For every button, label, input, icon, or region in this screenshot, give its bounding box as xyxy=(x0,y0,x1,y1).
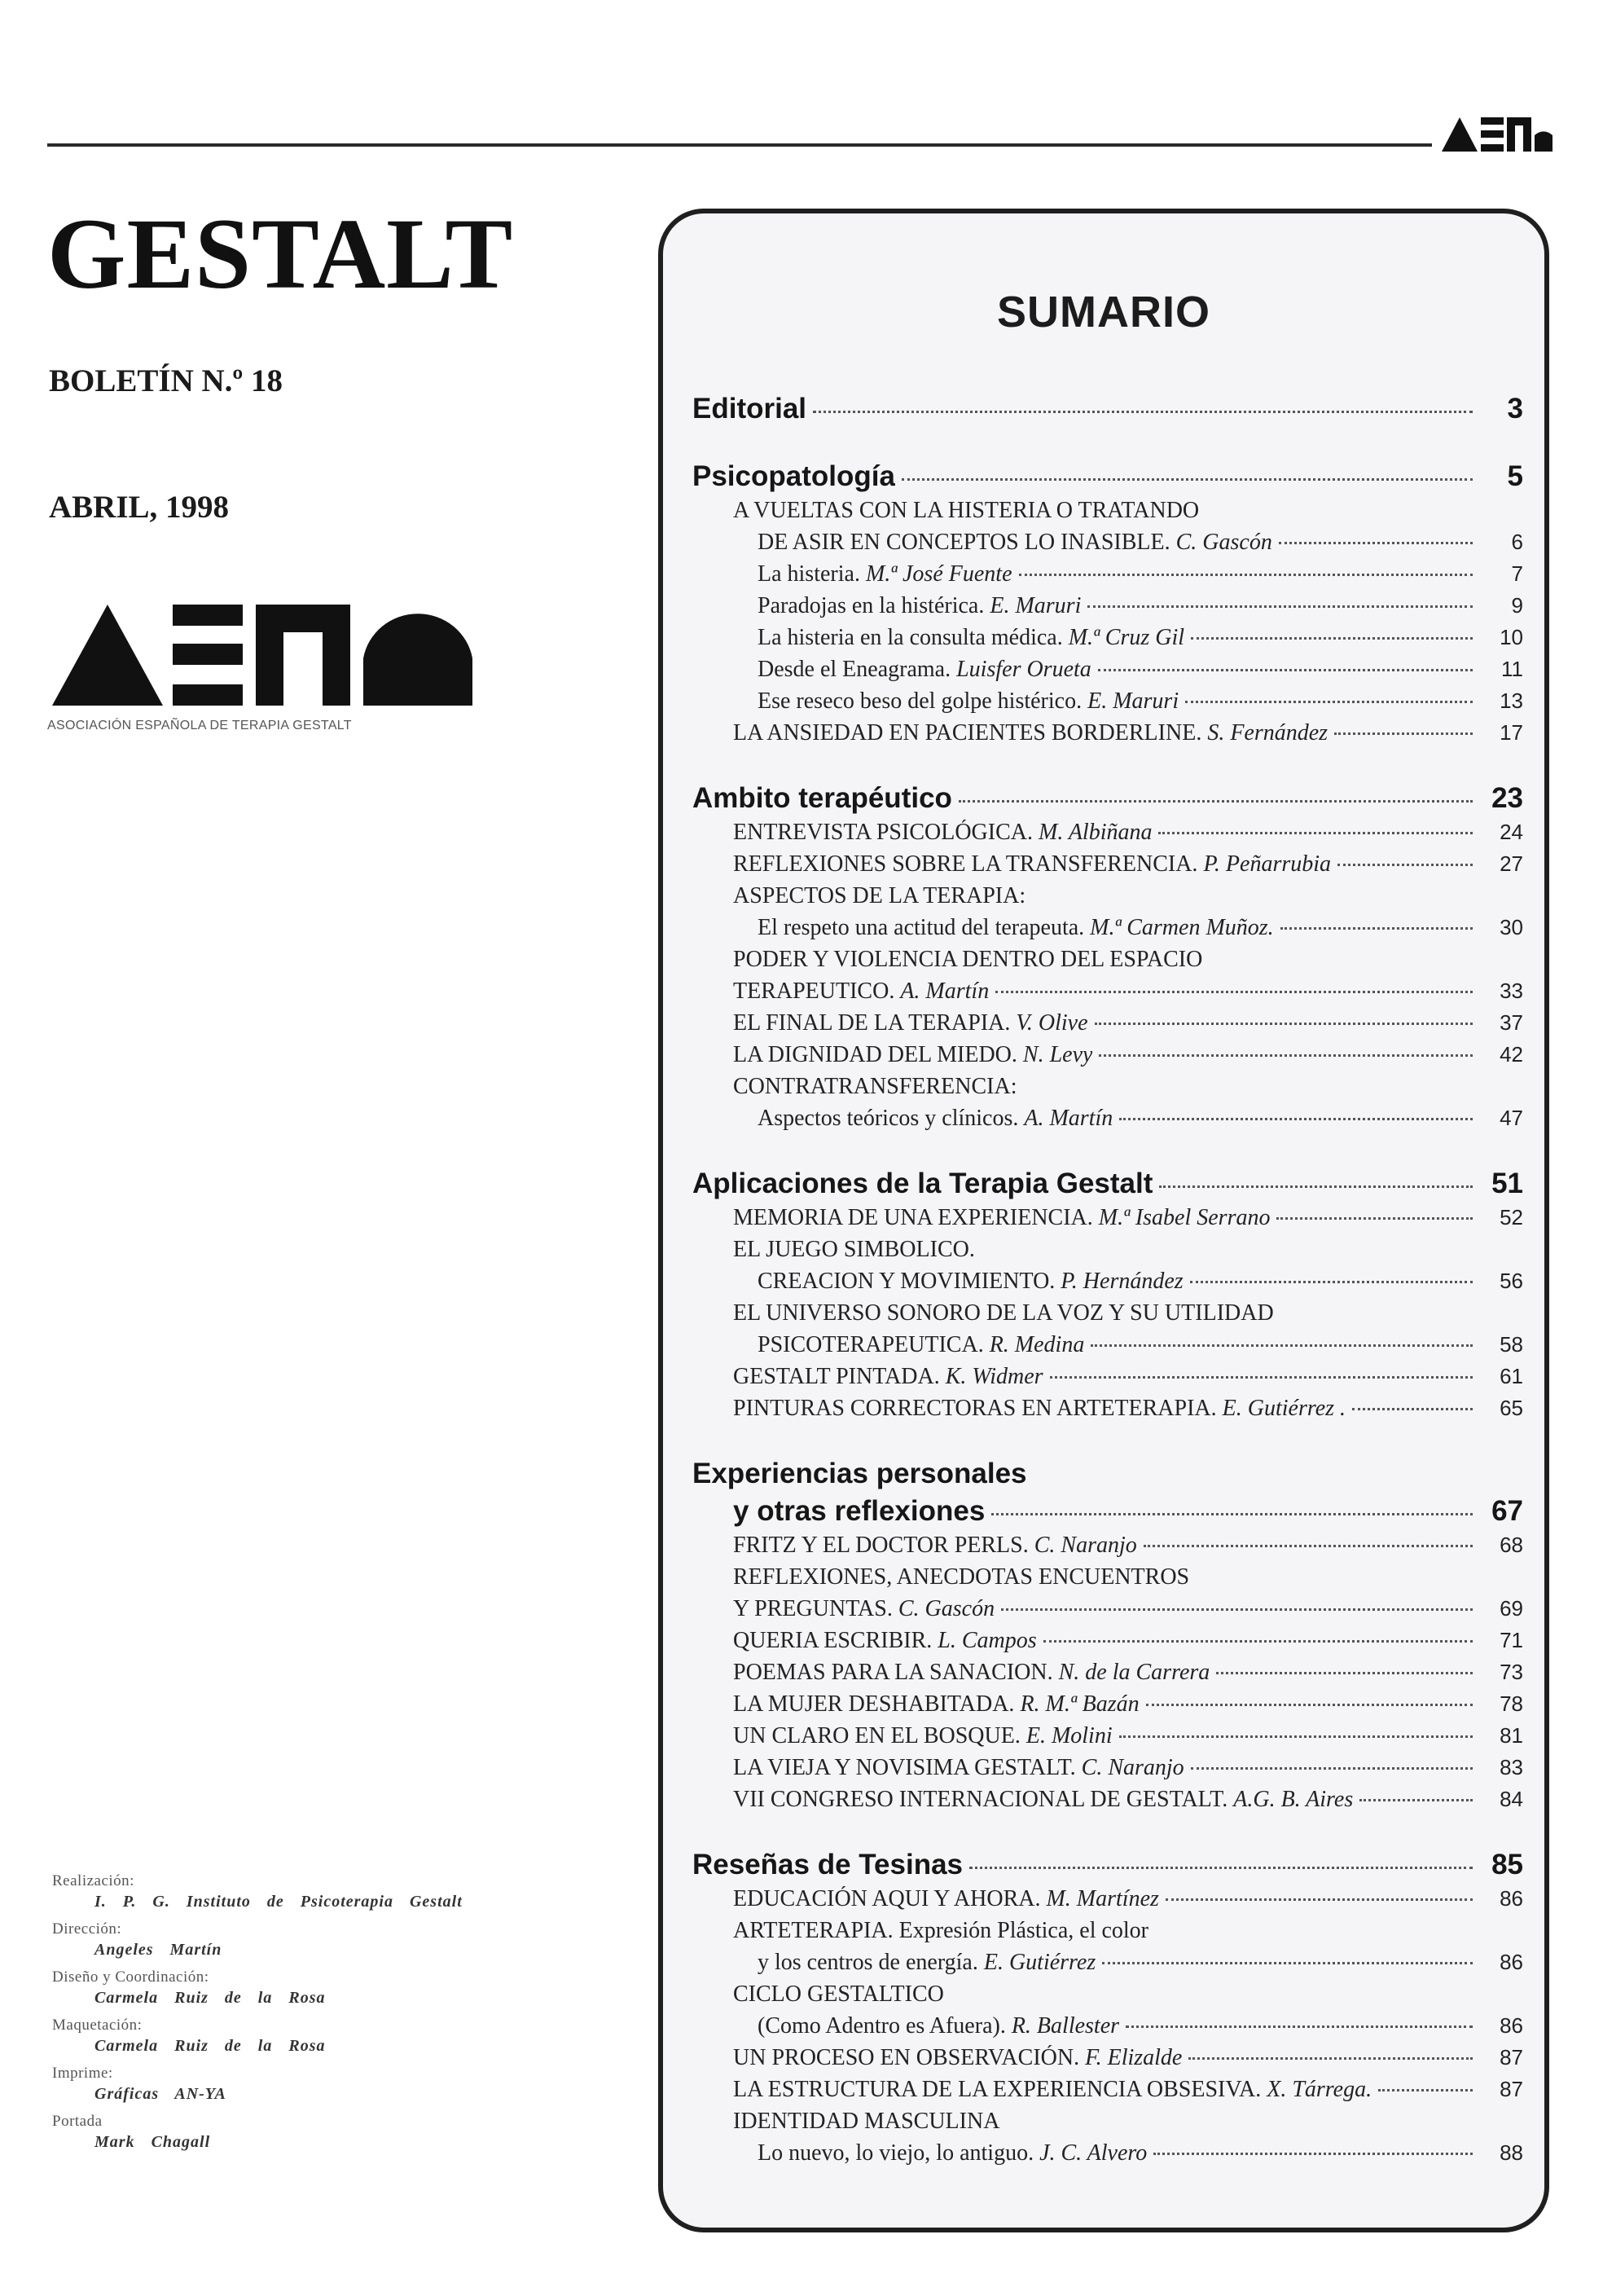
entry-text xyxy=(758,1106,1113,1132)
entry-title: UN PROCESO EN OBSERVACIÓN. xyxy=(733,2045,1080,2070)
entry-author: V. Olive xyxy=(1016,1010,1088,1036)
entry-title: FRITZ Y EL DOCTOR PERLS. xyxy=(733,1533,1029,1558)
entry-text xyxy=(733,2109,999,2134)
entry-text xyxy=(758,625,1184,651)
contents-entry xyxy=(692,1269,1523,1300)
contents-entry xyxy=(692,1723,1523,1755)
entry-title: El respeto una actitud del terapeuta. xyxy=(758,915,1085,940)
entry-title: LA DIGNIDAD DEL MIEDO. xyxy=(733,1042,1017,1067)
section-gap xyxy=(692,1819,1523,1849)
issue-date: ABRIL, 1998 xyxy=(49,490,230,525)
contents-entry xyxy=(692,1332,1523,1364)
contents-entry xyxy=(692,979,1523,1010)
contents-entry xyxy=(692,1237,1523,1269)
entry-author: P. Peñarrubia xyxy=(1203,851,1332,877)
contents-entry xyxy=(692,498,1523,530)
contents-entry xyxy=(692,915,1523,947)
entry-title: REFLEXIONES SOBRE LA TRANSFERENCIA. xyxy=(733,851,1198,877)
dot-leader xyxy=(1359,1799,1473,1801)
entry-text xyxy=(733,1918,1148,1943)
section-title: Psicopatología xyxy=(692,460,895,492)
dot-leader xyxy=(1146,1704,1473,1706)
entry-author: P. Hernández xyxy=(1061,1269,1184,1294)
entry-text xyxy=(733,1074,1017,1099)
dot-leader xyxy=(1185,701,1473,703)
credit-role: Realización: xyxy=(52,1872,134,1889)
contents-entry xyxy=(692,625,1523,657)
section-gap xyxy=(692,1137,1523,1168)
entry-title: CICLO GESTALTICO xyxy=(733,1982,944,2007)
contents-entry xyxy=(692,720,1523,752)
entry-page-number: 69 xyxy=(1500,1596,1523,1621)
entry-author: M. Albiñana xyxy=(1039,820,1153,845)
entry-text xyxy=(733,1660,1210,1686)
dot-leader xyxy=(813,411,1473,413)
contents-entry xyxy=(692,1106,1523,1137)
entry-title: LA VIEJA Y NOVISIMA GESTALT. xyxy=(733,1755,1076,1780)
contents-entry xyxy=(692,1042,1523,1074)
entry-author: R. Ballester xyxy=(1011,2013,1120,2039)
contents-entry xyxy=(692,561,1523,593)
section-page-number: 3 xyxy=(1507,393,1523,424)
entry-title: Desde el Eneagrama. xyxy=(758,657,951,682)
entry-page-number: 61 xyxy=(1500,1364,1523,1388)
dot-leader xyxy=(1188,2057,1473,2060)
entry-title: Paradojas en la histérica. xyxy=(758,593,985,618)
contents-entry xyxy=(692,1533,1523,1564)
entry-author: M. Martínez xyxy=(1046,1886,1159,1911)
entry-text xyxy=(758,688,1179,715)
entry-text xyxy=(733,2045,1182,2071)
dot-leader xyxy=(1158,832,1473,834)
entry-title: EL JUEGO SIMBOLICO. xyxy=(733,1237,975,1262)
entry-title: LA ESTRUCTURA DE LA EXPERIENCIA OBSESIVA. xyxy=(733,2077,1262,2102)
credit-name: Carmela Ruiz de la Rosa xyxy=(94,2037,326,2055)
contents-entry xyxy=(692,593,1523,625)
entry-text xyxy=(733,1596,995,1622)
entry-title: Lo nuevo, lo viejo, lo antiguo. xyxy=(758,2140,1034,2166)
section-heading xyxy=(692,460,1523,498)
entry-title: (Como Adentro es Afuera). xyxy=(758,2013,1006,2039)
contents-section xyxy=(692,1819,1523,2172)
entry-page-number: 52 xyxy=(1500,1205,1523,1229)
dot-leader xyxy=(1279,542,1473,544)
entry-text xyxy=(758,915,1274,941)
entry-title: EL FINAL DE LA TERAPIA. xyxy=(733,1010,1011,1036)
entry-author: E. Gutiérrez . xyxy=(1222,1396,1346,1421)
entry-text xyxy=(758,657,1091,683)
credits xyxy=(52,1871,639,2159)
contents-entry xyxy=(692,1886,1523,1918)
credit-role: Dirección: xyxy=(52,1920,122,1938)
credit-block xyxy=(52,1871,639,1912)
entry-text xyxy=(733,1886,1159,1912)
entry-page-number: 71 xyxy=(1500,1628,1523,1652)
dot-leader xyxy=(1280,927,1473,930)
entry-title: LA ANSIEDAD EN PACIENTES BORDERLINE. xyxy=(733,720,1202,746)
credit-name: Mark Chagall xyxy=(94,2133,211,2151)
entry-text xyxy=(733,498,1199,523)
credit-name: Angeles Martín xyxy=(94,1941,222,1959)
entry-page-number: 88 xyxy=(1500,2140,1523,2165)
entry-author: X. Tárrega. xyxy=(1267,2077,1372,2102)
contents-entry xyxy=(692,688,1523,720)
contents-section xyxy=(692,1137,1523,1427)
entry-page-number: 86 xyxy=(1500,2013,1523,2038)
entry-title: PINTURAS CORRECTORAS EN ARTETERAPIA. xyxy=(733,1396,1217,1421)
dot-leader xyxy=(1334,732,1473,735)
credit-name: Gráficas AN-YA xyxy=(94,2085,226,2103)
section-page-number: 23 xyxy=(1491,782,1523,814)
entry-author: M.ª Isabel Serrano xyxy=(1098,1205,1271,1230)
entry-author: A.G. B. Aires xyxy=(1233,1787,1354,1812)
dot-leader xyxy=(1337,864,1473,866)
credit-role: Imprime: xyxy=(52,2065,113,2082)
entry-author: M.ª Cruz Gil xyxy=(1068,625,1185,650)
entry-title: IDENTIDAD MASCULINA xyxy=(733,2109,1000,2134)
section-title: Editorial xyxy=(692,393,807,424)
issue-number: BOLETÍN N.º 18 xyxy=(49,363,283,398)
section-heading xyxy=(692,1495,1523,1533)
entry-title: EDUCACIÓN AQUI Y AHORA. xyxy=(733,1886,1041,1911)
entry-page-number: 83 xyxy=(1500,1755,1523,1779)
entry-page-number: 78 xyxy=(1500,1691,1523,1716)
entry-page-number: 86 xyxy=(1500,1886,1523,1911)
entry-author: C. Gascón xyxy=(898,1596,995,1621)
entry-author: N. Levy xyxy=(1022,1042,1093,1067)
entry-text xyxy=(733,979,989,1005)
entry-author: K. Widmer xyxy=(945,1364,1043,1389)
contents-entry xyxy=(692,1628,1523,1660)
aetg-logo-icon xyxy=(51,601,474,707)
contents-section xyxy=(692,752,1523,1137)
dot-leader xyxy=(1191,637,1473,640)
entry-page-number: 68 xyxy=(1500,1533,1523,1557)
contents-entry xyxy=(692,2045,1523,2077)
contents-entry xyxy=(692,1010,1523,1042)
contents-entry xyxy=(692,1074,1523,1106)
entry-page-number: 65 xyxy=(1500,1396,1523,1420)
dot-leader xyxy=(1166,1898,1473,1901)
entry-title: Aspectos teóricos y clínicos. xyxy=(758,1106,1019,1131)
association-name: ASOCIACIÓN ESPAÑOLA DE TERAPIA GESTALT xyxy=(47,719,352,732)
entry-author: R. Medina xyxy=(989,1332,1085,1357)
entry-page-number: 86 xyxy=(1500,1950,1523,1974)
entry-page-number: 58 xyxy=(1500,1332,1523,1357)
entry-title: La histeria en la consulta médica. xyxy=(758,625,1063,650)
entry-author: A. Martín xyxy=(1024,1106,1113,1131)
credit-block xyxy=(52,2063,639,2105)
dot-leader xyxy=(1276,1217,1473,1220)
entry-text xyxy=(733,720,1328,746)
section-gap xyxy=(692,1427,1523,1458)
contents-entry xyxy=(692,1787,1523,1819)
dot-leader xyxy=(1019,574,1473,576)
entry-page-number: 47 xyxy=(1500,1106,1523,1130)
dot-leader xyxy=(1087,605,1473,608)
section-heading xyxy=(692,782,1523,820)
entry-page-number: 56 xyxy=(1500,1269,1523,1293)
entry-text xyxy=(733,1723,1113,1749)
contents-entry xyxy=(692,1205,1523,1237)
entry-author: S. Fernández xyxy=(1207,720,1329,746)
entry-text xyxy=(758,593,1081,619)
entry-author: C. Naranjo xyxy=(1034,1533,1137,1558)
section-page-number: 51 xyxy=(1491,1168,1523,1199)
entry-title: PODER Y VIOLENCIA DENTRO DEL ESPACIO xyxy=(733,947,1203,972)
entry-author: M.ª Carmen Muñoz. xyxy=(1090,915,1274,940)
credit-block xyxy=(52,2111,639,2153)
entry-title: La histeria. xyxy=(758,561,860,587)
entry-page-number: 27 xyxy=(1500,851,1523,876)
entry-text xyxy=(733,1755,1184,1781)
masthead-title: GESTALT xyxy=(47,198,514,310)
dot-leader xyxy=(1352,1408,1473,1410)
entry-page-number: 6 xyxy=(1511,530,1523,554)
entry-title: VII CONGRESO INTERNACIONAL DE GESTALT. xyxy=(733,1787,1228,1812)
dot-leader xyxy=(1378,2089,1473,2091)
entry-text xyxy=(733,1237,975,1262)
section-heading xyxy=(692,393,1523,430)
credit-role: Maquetación: xyxy=(52,2017,143,2034)
dot-leader xyxy=(1216,1672,1473,1674)
contents-entry xyxy=(692,1691,1523,1723)
credit-name: I. P. G. Instituto de Psicoterapia Gestalt xyxy=(94,1893,463,1911)
entry-title: UN CLARO EN EL BOSQUE. xyxy=(733,1723,1021,1748)
entry-author: E. Molini xyxy=(1025,1723,1113,1748)
entry-author: R. M.ª Bazán xyxy=(1020,1691,1140,1717)
entry-title: TERAPEUTICO. xyxy=(733,979,895,1004)
section-heading xyxy=(692,1849,1523,1886)
entry-title: ASPECTOS DE LA TERAPIA: xyxy=(733,883,1026,908)
contents-entry xyxy=(692,2013,1523,2045)
entry-title: POEMAS PARA LA SANACION. xyxy=(733,1660,1053,1685)
entry-title: PSICOTERAPEUTICA. xyxy=(758,1332,984,1357)
section-title: Reseñas de Tesinas xyxy=(692,1849,964,1880)
entry-text xyxy=(733,1533,1137,1559)
entry-author: E. Gutiérrez xyxy=(983,1950,1096,1975)
entry-text xyxy=(758,1950,1096,1976)
credit-role: Diseño y Coordinación: xyxy=(52,1968,209,1986)
entry-page-number: 7 xyxy=(1511,561,1523,586)
entry-author: J. C. Alvero xyxy=(1039,2140,1148,2166)
section-title: y otras reflexiones xyxy=(733,1495,986,1527)
entry-page-number: 37 xyxy=(1500,1010,1523,1035)
entry-title: GESTALT PINTADA. xyxy=(733,1364,940,1389)
entry-title: Y PREGUNTAS. xyxy=(733,1596,893,1621)
dot-leader xyxy=(991,1513,1473,1515)
contents-list xyxy=(692,393,1523,2172)
contents-section xyxy=(692,1427,1523,1819)
entry-title: QUERIA ESCRIBIR. xyxy=(733,1628,933,1653)
contents-entry xyxy=(692,851,1523,883)
entry-text xyxy=(733,883,1025,908)
contents-entry xyxy=(692,1364,1523,1396)
contents-entry xyxy=(692,1660,1523,1691)
entry-page-number: 10 xyxy=(1500,625,1523,649)
contents-entry xyxy=(692,947,1523,979)
section-gap xyxy=(692,430,1523,460)
entry-text xyxy=(733,1691,1140,1718)
dot-leader xyxy=(995,991,1473,993)
dot-leader xyxy=(1091,1344,1473,1347)
dot-leader xyxy=(1126,2025,1473,2028)
dot-leader xyxy=(1050,1376,1473,1379)
dot-leader xyxy=(1043,1640,1473,1643)
entry-title: Ese reseco beso del golpe histérico. xyxy=(758,688,1083,714)
entry-author: N. de la Carrera xyxy=(1058,1660,1210,1685)
contents-entry xyxy=(692,1596,1523,1628)
dot-leader xyxy=(1119,1735,1473,1738)
entry-author: A. Martín xyxy=(900,979,990,1004)
section-title: Aplicaciones de la Terapia Gestalt xyxy=(692,1168,1153,1199)
contents-entry xyxy=(692,1982,1523,2013)
entry-text xyxy=(733,1205,1270,1231)
entry-author: E. Maruri xyxy=(1087,688,1179,714)
entry-title: LA MUJER DESHABITADA. xyxy=(733,1691,1015,1717)
section-page-number: 67 xyxy=(1491,1495,1523,1527)
entry-page-number: 42 xyxy=(1500,1042,1523,1067)
entry-text xyxy=(733,1010,1088,1036)
entry-author: Luisfer Orueta xyxy=(956,657,1091,682)
credit-block xyxy=(52,1919,639,1960)
entry-page-number: 33 xyxy=(1500,979,1523,1003)
header-rule xyxy=(47,143,1432,147)
section-page-number: 5 xyxy=(1507,460,1523,492)
contents-entry xyxy=(692,1950,1523,1982)
dot-leader xyxy=(1095,1023,1473,1025)
entry-text xyxy=(733,1396,1346,1422)
contents-entry xyxy=(692,820,1523,851)
entry-title: DE ASIR EN CONCEPTOS LO INASIBLE. xyxy=(758,530,1170,555)
credit-block xyxy=(52,2015,639,2056)
entry-page-number: 87 xyxy=(1500,2045,1523,2069)
aetg-logo-icon xyxy=(1440,114,1554,155)
entry-text xyxy=(733,851,1331,877)
entry-text xyxy=(733,947,1202,972)
entry-text xyxy=(758,2140,1147,2166)
entry-text xyxy=(758,2013,1119,2039)
entry-text xyxy=(758,561,1012,587)
section-page-number: 85 xyxy=(1491,1849,1523,1880)
entry-page-number: 73 xyxy=(1500,1660,1523,1684)
entry-text xyxy=(733,1364,1043,1390)
entry-author: E. Maruri xyxy=(990,593,1082,618)
credit-block xyxy=(52,1967,639,2008)
contents-section xyxy=(692,393,1523,430)
contents-entry xyxy=(692,530,1523,561)
contents-section xyxy=(692,430,1523,752)
entry-page-number: 30 xyxy=(1500,915,1523,939)
entry-title: REFLEXIONES, ANECDOTAS ENCUENTROS xyxy=(733,1564,1190,1590)
dot-leader xyxy=(1153,2153,1473,2155)
entry-text xyxy=(733,2077,1372,2103)
entry-page-number: 13 xyxy=(1500,688,1523,713)
contents-entry xyxy=(692,1300,1523,1332)
dot-leader xyxy=(1001,1608,1473,1611)
entry-author: C. Naranjo xyxy=(1081,1755,1184,1780)
entry-text xyxy=(733,820,1152,846)
dot-leader xyxy=(902,478,1473,481)
entry-text xyxy=(733,1042,1092,1068)
entry-author: F. Elizalde xyxy=(1085,2045,1183,2070)
entry-page-number: 11 xyxy=(1501,657,1523,681)
section-gap xyxy=(692,752,1523,782)
entry-title: ENTREVISTA PSICOLÓGICA. xyxy=(733,820,1033,845)
contents-entry xyxy=(692,2140,1523,2172)
dot-leader xyxy=(1144,1545,1473,1547)
contents-entry xyxy=(692,1396,1523,1427)
contents-heading: SUMARIO xyxy=(997,288,1210,336)
entry-page-number: 87 xyxy=(1500,2077,1523,2101)
entry-title: CREACION Y MOVIMIENTO. xyxy=(758,1269,1056,1294)
credit-name: Carmela Ruiz de la Rosa xyxy=(94,1989,326,2007)
entry-text xyxy=(733,1982,944,2007)
entry-page-number: 9 xyxy=(1511,593,1523,618)
section-heading xyxy=(692,1168,1523,1205)
entry-title: ARTETERAPIA. Expresión Plástica, el color xyxy=(733,1918,1149,1943)
entry-text xyxy=(758,1332,1084,1358)
entry-text xyxy=(758,530,1272,556)
entry-page-number: 17 xyxy=(1500,720,1523,745)
section-title: Ambito terapéutico xyxy=(692,782,952,814)
dot-leader xyxy=(1102,1962,1473,1964)
entry-title: A VUELTAS CON LA HISTERIA O TRATANDO xyxy=(733,498,1200,523)
credit-role: Portada xyxy=(52,2113,103,2130)
contents-entry xyxy=(692,2109,1523,2140)
entry-author: L. Campos xyxy=(938,1628,1037,1653)
entry-title: CONTRATRANSFERENCIA: xyxy=(733,1074,1017,1099)
contents-entry xyxy=(692,1755,1523,1787)
contents-entry xyxy=(692,883,1523,915)
dot-leader xyxy=(1191,1767,1473,1770)
dot-leader xyxy=(1098,669,1473,671)
dot-leader xyxy=(1119,1118,1473,1120)
dot-leader xyxy=(969,1867,1473,1869)
entry-title: EL UNIVERSO SONORO DE LA VOZ Y SU UTILIDAD xyxy=(733,1300,1274,1326)
entry-page-number: 84 xyxy=(1500,1787,1523,1811)
entry-text xyxy=(733,1787,1353,1813)
dot-leader xyxy=(1159,1185,1473,1188)
entry-text xyxy=(733,1564,1189,1590)
entry-page-number: 24 xyxy=(1500,820,1523,844)
entry-author: M.ª José Fuente xyxy=(865,561,1012,587)
section-title: Experiencias personales xyxy=(692,1458,1027,1489)
entry-title: MEMORIA DE UNA EXPERIENCIA. xyxy=(733,1205,1093,1230)
entry-author: C. Gascón xyxy=(1175,530,1272,555)
dot-leader xyxy=(959,800,1473,803)
contents-entry xyxy=(692,2077,1523,2109)
dot-leader xyxy=(1099,1054,1473,1057)
entry-text xyxy=(733,1300,1274,1326)
contents-entry xyxy=(692,657,1523,688)
entry-text xyxy=(733,1628,1037,1654)
dot-leader xyxy=(1190,1281,1473,1283)
entry-title: y los centros de energía. xyxy=(758,1950,978,1975)
contents-entry xyxy=(692,1564,1523,1596)
contents-entry xyxy=(692,1918,1523,1950)
entry-text xyxy=(758,1269,1184,1295)
entry-page-number: 81 xyxy=(1500,1723,1523,1748)
